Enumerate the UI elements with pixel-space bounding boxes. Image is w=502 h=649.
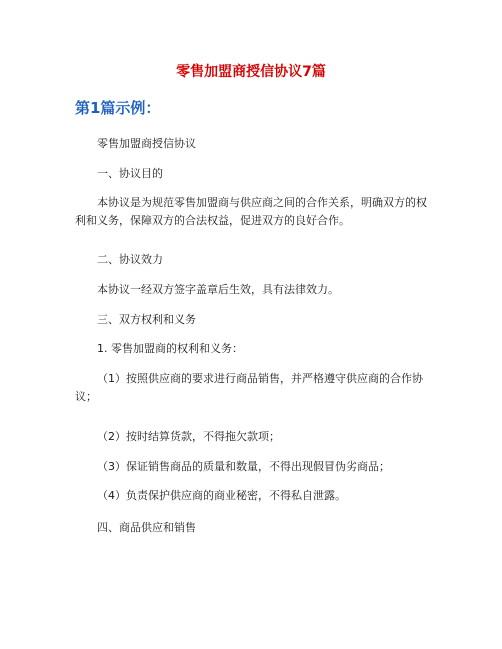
paragraph-rights-item-1: （1）按照供应商的要求进行商品销售，并严格遵守供应商的合作协议； (75, 372, 423, 403)
paragraph-heading-purpose: 一、协议目的 (97, 167, 163, 180)
paragraph-rights-subheading: 1. 零售加盟商的权利和义务： (97, 342, 243, 355)
paragraph-heading-supply: 四、商品供应和销售 (97, 521, 196, 534)
paragraph-rights-item-3: （3）保证销售商品的质量和数量，不得出现假冒伪劣商品； (97, 460, 390, 473)
paragraph-rights-item-2: （2）按时结算货款，不得拖欠款项； (97, 430, 280, 443)
section-heading: 第1篇示例： (75, 99, 161, 117)
paragraph-heading-validity: 二、协议效力 (97, 253, 163, 266)
paragraph-agreement-name: 零售加盟商授信协议 (97, 137, 196, 150)
paragraph-purpose-body: 本协议是为规范零售加盟商与供应商之间的合作关系，明确双方的权利和义务，保障双方的合法权益，促进双方的良好合作。 (75, 196, 427, 227)
document-title: 零售加盟商授信协议7篇 (176, 64, 326, 80)
paragraph-heading-rights: 三、双方权利和义务 (97, 313, 196, 326)
paragraph-validity-body: 本协议一经双方签字盖章后生效，具有法律效力。 (97, 283, 339, 296)
paragraph-rights-item-4: （4）负责保护供应商的商业秘密，不得私自泄露。 (97, 489, 346, 502)
